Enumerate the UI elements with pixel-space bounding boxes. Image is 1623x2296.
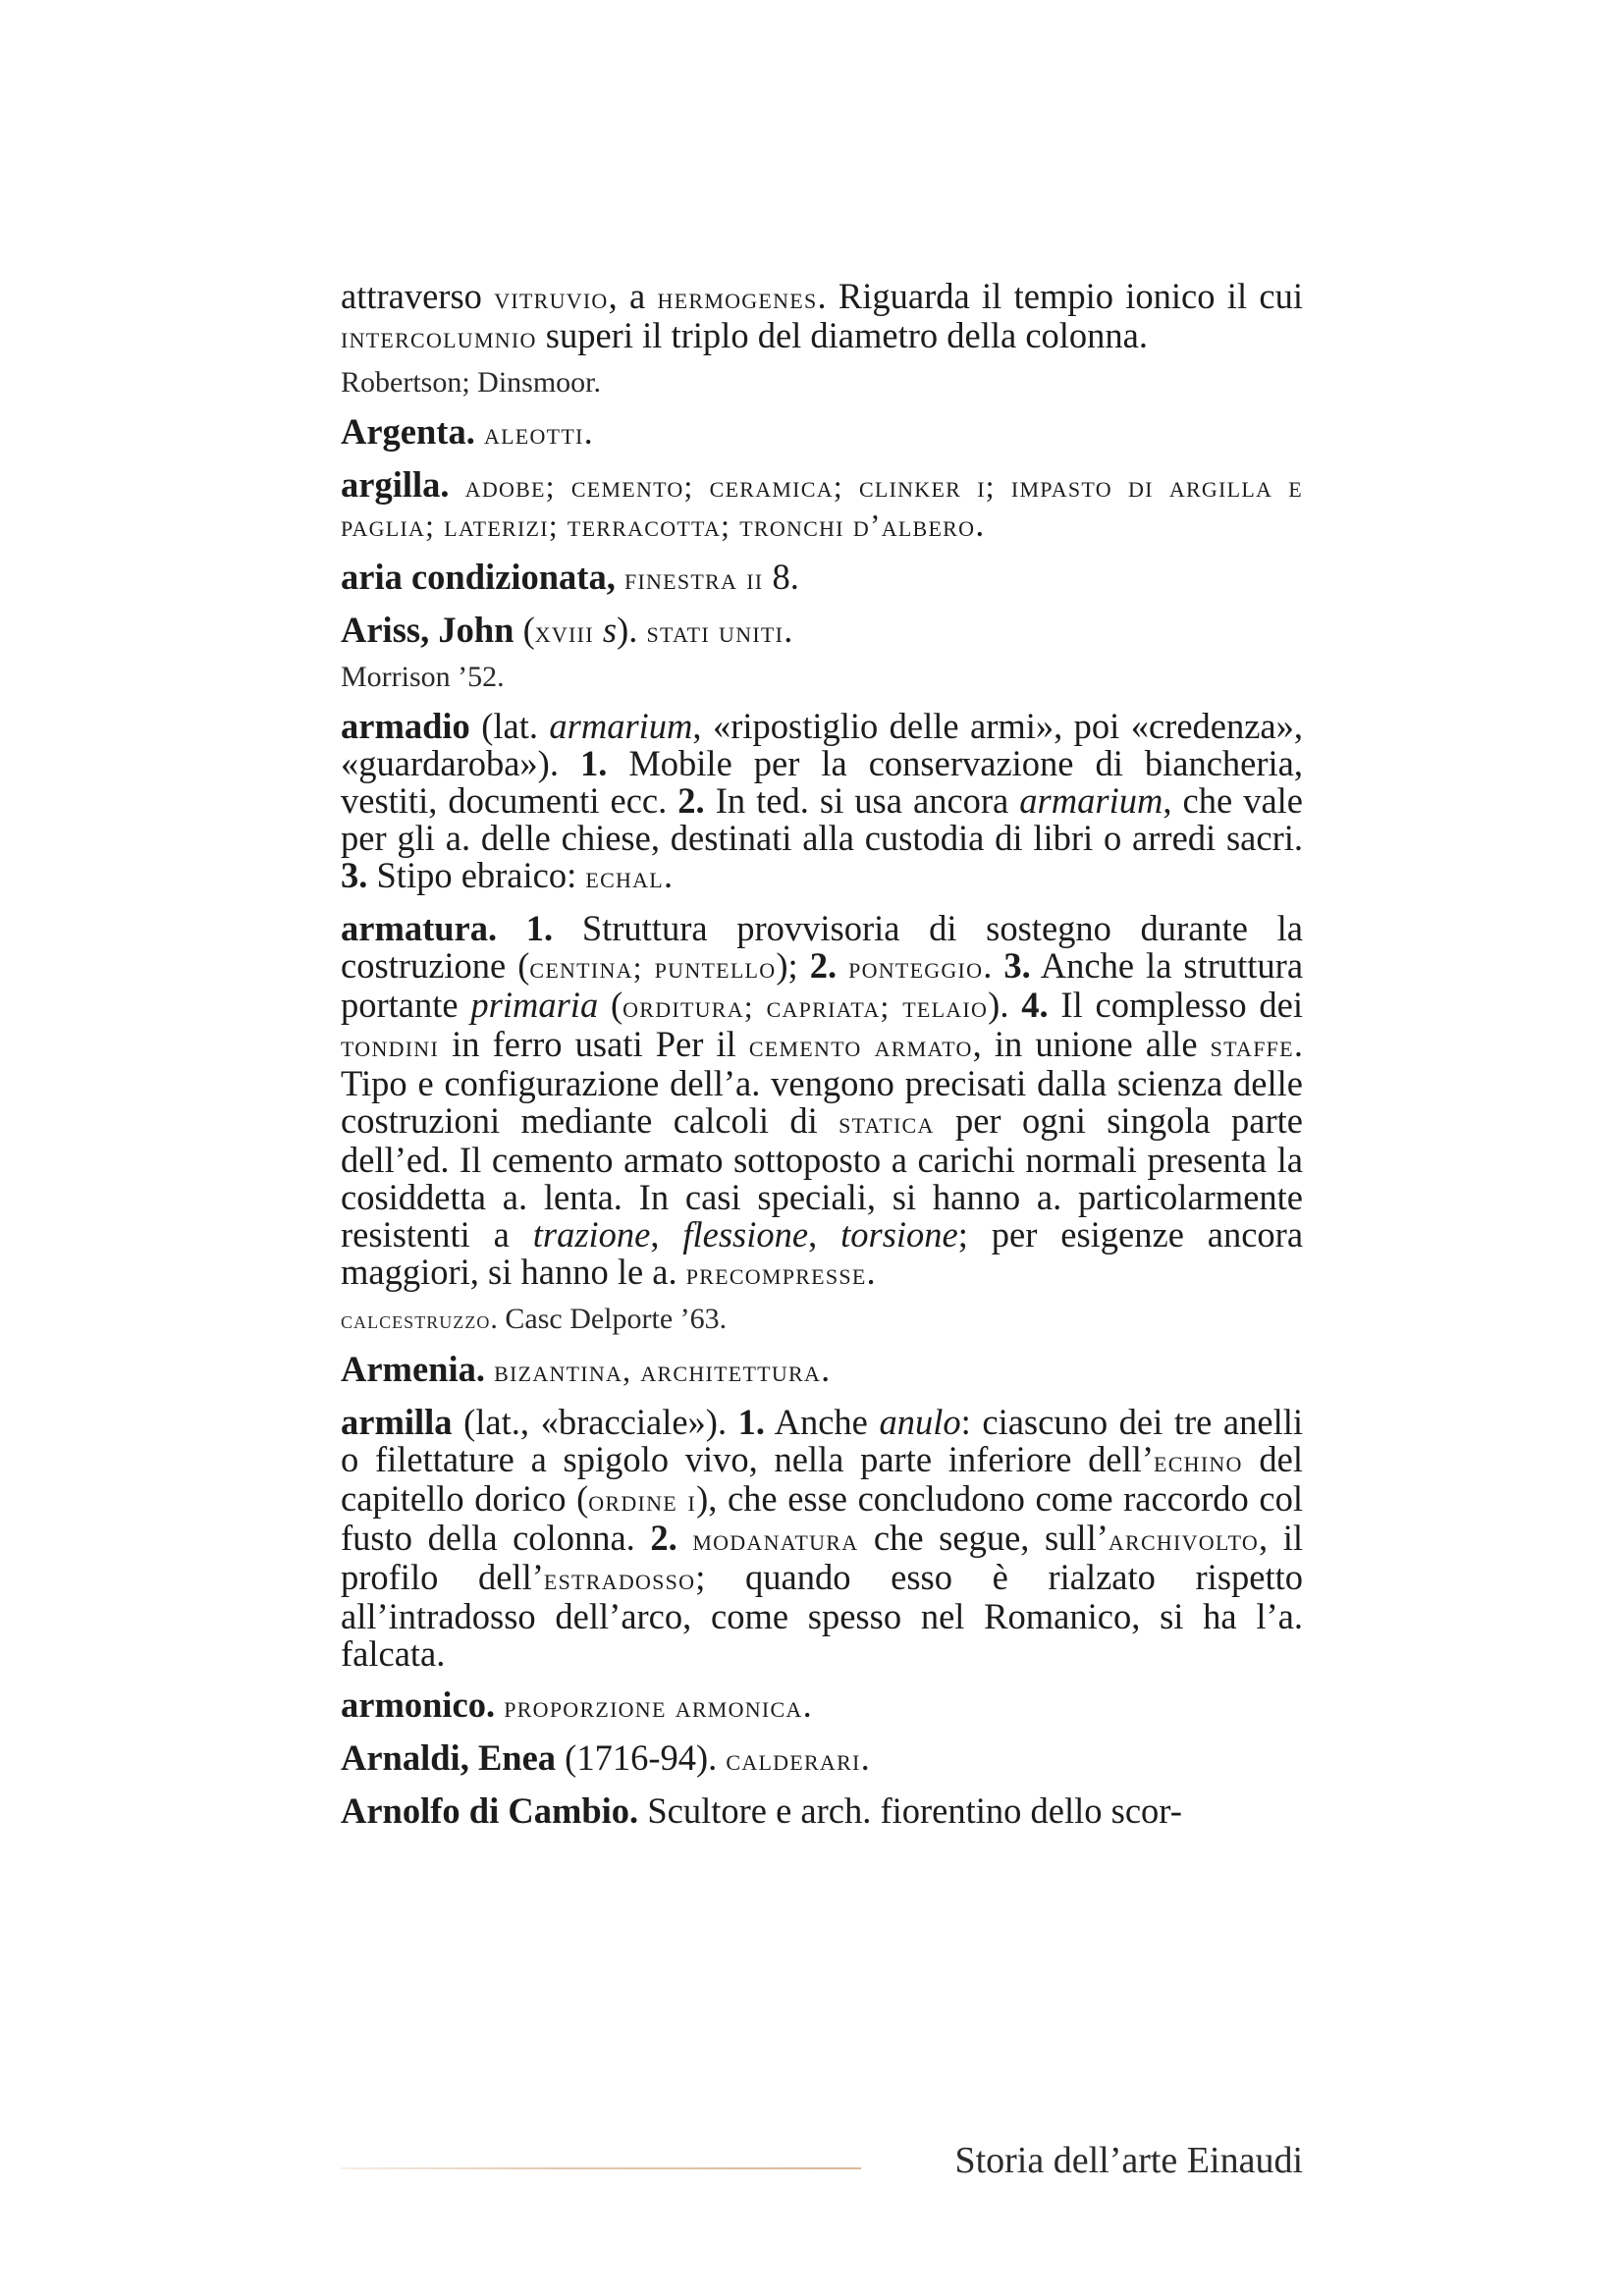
sense-number: 3.	[341, 855, 368, 895]
headword: Arnolfo di Cambio.	[341, 1790, 639, 1831]
headword: Argenta.	[341, 411, 475, 452]
text: per ogni singola parte dell’ed. Il cemento armato sottoposto a carichi normali presenta la cosiddetta a. lenta. In casi speciali, si hanno a. particolarmente resistenti a	[341, 1100, 1303, 1255]
cross-reference: adobe; cemento; ceramica; clinker i; impasto di argilla e paglia; laterizi; terracotta; tronchi d’albero	[341, 469, 1304, 543]
text	[475, 411, 484, 452]
headword: Ariss, John	[341, 610, 514, 650]
sense-number: 2.	[650, 1518, 677, 1558]
entry-arnolfo-di-cambio	[341, 1792, 1303, 1830]
text: , il profilo dell’	[341, 1518, 1304, 1597]
sense-number: 4.	[1021, 985, 1049, 1025]
cross-reference: ponteggio	[848, 950, 984, 985]
text: (1716-94).	[556, 1737, 727, 1778]
cross-reference: precompresse	[685, 1256, 867, 1291]
text: in ferro usati Per il	[439, 1024, 749, 1064]
cross-reference: intercolumnio	[341, 320, 537, 354]
text: ).	[988, 985, 1022, 1025]
cross-reference: tondini	[341, 1029, 440, 1063]
bibliography	[341, 1303, 1303, 1337]
cross-reference: estradosso	[543, 1562, 696, 1596]
text: ,	[808, 1214, 841, 1255]
headword: argilla.	[341, 464, 450, 505]
text: (lat., «bracciale»).	[452, 1402, 738, 1442]
bibliography: Robertson; Dinsmoor.	[341, 366, 602, 399]
cross-reference: vitruvio	[494, 281, 609, 315]
text: 8.	[763, 557, 799, 597]
text: ).	[617, 610, 647, 650]
text: .	[784, 610, 793, 650]
cross-reference: statica	[839, 1105, 935, 1140]
cross-reference: bizantina, architettura	[494, 1354, 822, 1388]
text: Scultore e arch. fiorentino dello scor-	[638, 1790, 1182, 1831]
sense-number: 2.	[809, 945, 838, 986]
text-italic: trazione	[532, 1214, 651, 1255]
text	[497, 908, 526, 948]
cross-reference: echino	[1154, 1444, 1243, 1478]
headword: armonico.	[341, 1684, 496, 1725]
text	[485, 1349, 494, 1389]
century: xviii	[534, 614, 594, 649]
entry-armadio	[341, 708, 1303, 896]
text: Stipo ebraico:	[367, 855, 586, 895]
text: Struttura provvisoria di sostegno durante la costruzione (	[341, 908, 1303, 986]
entry-argilla	[341, 466, 1303, 545]
text: del capitello dorico (	[341, 1439, 1304, 1519]
cross-reference: calcestruzzo	[341, 1306, 491, 1334]
text: .	[975, 504, 985, 544]
entry-ariss-john	[341, 612, 1303, 651]
cross-reference: archivolto	[1108, 1522, 1260, 1557]
text-italic: armarium	[1019, 780, 1163, 821]
text-italic: flessione	[682, 1214, 809, 1255]
sense-number: 3.	[1003, 945, 1031, 986]
text: superi il triplo del diametro della colonna.	[536, 315, 1148, 355]
headword: Arnaldi, Enea	[341, 1737, 557, 1778]
text: );	[776, 945, 810, 986]
text: .	[983, 945, 1004, 986]
text: .	[663, 855, 674, 895]
text: .	[583, 411, 593, 452]
text: : ciascuno dei tre anelli o filettature a spigolo vivo, nella parte inferiore dell’	[341, 1402, 1304, 1479]
cross-reference: echal	[585, 860, 664, 894]
text: attraverso	[341, 276, 495, 316]
entry-arnaldi-enea	[341, 1739, 1303, 1779]
text: , «ripostiglio delle armi», poi «credenza», «guardaroba»).	[341, 706, 1303, 783]
text: ; quando esso è rialzato rispetto all’intradosso dell’arco, come spesso nel Romanico, si ha l’a. falcata.	[341, 1557, 1304, 1674]
text: che segue, sull’	[858, 1518, 1109, 1558]
cross-reference: centina; puntello	[529, 950, 777, 985]
sense-number: 2.	[677, 780, 705, 821]
text: . Riguarda il tempio ionico il cui	[817, 276, 1303, 316]
cross-reference: calderari	[726, 1742, 861, 1777]
entry-armenia	[341, 1351, 1303, 1390]
text	[594, 610, 603, 650]
dictionary-page	[341, 278, 1303, 1843]
entry-armonico	[341, 1686, 1303, 1726]
text: .	[860, 1737, 870, 1778]
cross-reference: proporzione armonica	[504, 1689, 803, 1724]
cross-reference: cemento armato	[748, 1029, 973, 1063]
text: Anche	[765, 1402, 880, 1442]
headword: armadio	[341, 706, 470, 746]
cross-reference: modanatura	[692, 1522, 859, 1557]
text: Mobile per la conservazione di biancheria, vestiti, documenti ecc.	[341, 743, 1303, 821]
cross-reference: aleotti	[483, 416, 584, 451]
sense-number: 1.	[737, 1402, 766, 1442]
headword: aria condizionata,	[341, 557, 616, 597]
cross-reference: hermogenes	[657, 281, 818, 315]
text-italic: torsione	[840, 1214, 958, 1255]
footer-rule	[341, 2167, 861, 2169]
text: ,	[650, 1214, 683, 1255]
text	[837, 945, 848, 986]
text	[616, 557, 624, 597]
entry-armilla	[341, 1404, 1303, 1673]
cross-reference: orditura; capriata; telaio	[622, 989, 989, 1024]
text: ), che esse concludono come raccordo col fusto della colonna.	[341, 1478, 1303, 1558]
headword: Armenia.	[341, 1349, 485, 1389]
text	[495, 1684, 504, 1725]
sense-number: 1.	[525, 908, 554, 948]
text: .	[866, 1252, 876, 1292]
footer-title: Storia dell’arte Einaudi	[954, 2140, 1303, 2181]
text: Anche la struttura portante	[341, 945, 1304, 1025]
text: .	[821, 1349, 831, 1389]
text	[450, 464, 465, 505]
entry-aria-condizionata	[341, 559, 1303, 598]
text	[677, 1518, 693, 1558]
page-footer	[341, 2138, 1303, 2187]
text: , in unione alle	[972, 1024, 1211, 1064]
text: In ted. si usa ancora	[704, 780, 1020, 821]
text: ; per esigenze ancora maggiori, si hanno le a.	[341, 1214, 1304, 1292]
text: , a	[608, 276, 658, 316]
text: . Tipo e configurazione dell’a. vengono precisati dalla scienza delle costruzioni mediante calcoli di	[341, 1024, 1303, 1141]
text-italic: armarium	[549, 706, 693, 746]
headword: armatura.	[341, 908, 498, 948]
entry-continuation	[341, 278, 1303, 356]
text-italic: s	[602, 610, 618, 650]
text: Il complesso dei	[1048, 985, 1303, 1025]
bibliography: Morrison ’52.	[341, 661, 505, 693]
sense-number: 1.	[579, 743, 608, 783]
text: .	[802, 1684, 812, 1725]
cross-reference: finestra ii	[623, 561, 764, 596]
entry-argenta	[341, 413, 1303, 453]
cross-reference: ordine i	[588, 1483, 697, 1518]
headword: armilla	[341, 1402, 453, 1442]
text: . Casc Delporte ’63.	[490, 1303, 728, 1335]
text-italic: anulo	[879, 1402, 961, 1442]
text: (	[514, 610, 535, 650]
text: (lat.	[469, 706, 550, 746]
cross-reference: stati uniti	[646, 614, 784, 649]
text: , che vale per gli a. delle chiese, destinati alla custodia di libri o arredi sacri.	[341, 780, 1303, 858]
entry-armatura	[341, 910, 1303, 1293]
cross-reference: staffe	[1210, 1029, 1294, 1063]
text-italic: primaria	[470, 985, 599, 1025]
text: (	[598, 985, 623, 1025]
